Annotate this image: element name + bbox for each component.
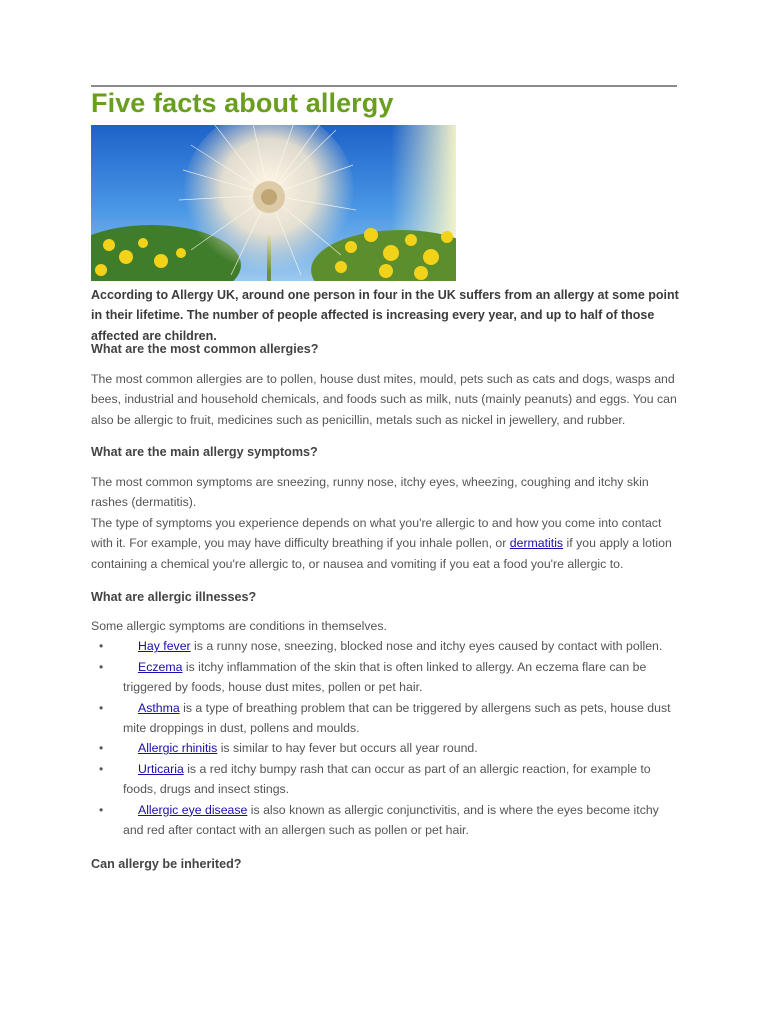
dermatitis-link[interactable]: dermatitis — [509, 536, 564, 551]
heading-inherited: Can allergy be inherited? — [91, 857, 242, 871]
list-item — [91, 759, 681, 800]
paragraph: The most common symptoms are sneezing, runny nose, itchy eyes, wheezing, coughing and itchy skin rashes (dermatitis). — [91, 475, 649, 510]
list-item-text: is a red itchy bumpy rash that can occur as part of an allergic reaction, for example to foods, drugs and insect stings. — [123, 761, 651, 797]
symptoms-text — [91, 472, 681, 574]
bullet-icon: • — [99, 659, 104, 674]
dandelion-image — [91, 125, 456, 281]
allergic-eye-disease-link[interactable]: Allergic eye disease — [138, 802, 248, 817]
paragraph — [91, 513, 681, 574]
list-item — [91, 800, 681, 841]
common-allergies-text — [91, 369, 681, 430]
list-item — [91, 738, 681, 758]
bullet-icon: • — [99, 700, 104, 715]
list-item — [91, 698, 681, 739]
page-title: Five facts about allergy — [91, 88, 394, 118]
urticaria-link[interactable]: Urticaria — [138, 761, 184, 776]
illness-list — [91, 636, 681, 840]
hay-fever-link[interactable]: Hay fever — [138, 639, 191, 654]
list-item-text: is a runny nose, sneezing, blocked nose and itchy eyes caused by contact with pollen. — [190, 639, 663, 654]
list-item — [91, 636, 681, 656]
illnesses-content — [91, 616, 681, 840]
eczema-link[interactable]: Eczema — [138, 659, 183, 674]
intro-paragraph: According to Allergy UK, around one person in four in the UK suffers from an allergy at some point in their lifetime. The number of people affected is increasing every year, and up to half of those affected are children. — [91, 288, 679, 343]
paragraph: The most common allergies are to pollen, house dust mites, mould, pets such as cats and dogs, wasps and bees, industrial and household chemicals, and foods such as milk, nuts (mainly peanuts) and eggs. You can also be allergic to fruit, medicines such as penicillin, metals such as nickel in jewellery, and rubber. — [91, 372, 677, 427]
heading-common-allergies: What are the most common allergies? — [91, 342, 319, 356]
heading-allergic-illnesses: What are allergic illnesses? — [91, 590, 257, 604]
asthma-link[interactable]: Asthma — [138, 700, 180, 715]
text-span: if you apply a lotion containing a chemical you're allergic to, or nausea and vomiting if you eat a food you're allergic to. — [91, 536, 672, 571]
list-item-text: is itchy inflammation of the skin that is often linked to allergy. An eczema flare can be triggered by foods, house dust mites, pollen or pet hair. — [123, 659, 647, 695]
bullet-icon: • — [99, 741, 104, 756]
list-item — [91, 657, 681, 698]
text-span: The type of symptoms you experience depends on what you're allergic to and how you come into contact with it. For example, you may have difficulty breathing if you inhale pollen, or — [91, 515, 662, 551]
bullet-icon: • — [99, 802, 104, 817]
heading-main-symptoms: What are the main allergy symptoms? — [91, 445, 318, 459]
bullet-icon: • — [99, 639, 104, 654]
list-item-text: is similar to hay fever but occurs all year round. — [217, 741, 478, 756]
list-item-text: is also known as allergic conjunctivitis, and is where the eyes become itchy and red after contact with an allergen such as pollen or pet hair. — [123, 802, 659, 838]
list-item-text: is a type of breathing problem that can be triggered by allergens such as pets, house dust mite droppings in dust, pollens and moulds. — [123, 700, 671, 736]
allergic-rhinitis-link[interactable]: Allergic rhinitis — [138, 741, 218, 756]
paragraph: Some allergic symptoms are conditions in themselves. — [91, 619, 387, 633]
top-divider — [91, 85, 677, 87]
bullet-icon: • — [99, 761, 104, 776]
